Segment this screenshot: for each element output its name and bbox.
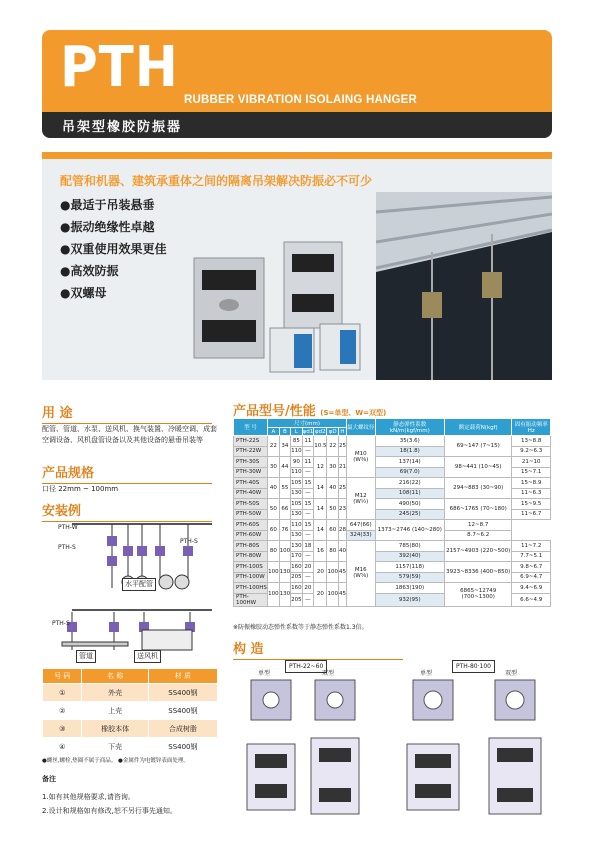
table-cell: ③ [43, 720, 82, 738]
table-cell: ④ [43, 738, 82, 756]
col-header: 型 号 [234, 419, 268, 436]
table-cell: 98~441 (10~45) [445, 457, 512, 478]
mat-header: 材 质 [148, 669, 217, 684]
table-cell: 15 [302, 499, 314, 510]
table-cell: 10.5 [314, 436, 327, 457]
table-cell: 205 [291, 572, 303, 583]
table-cell: 23 [338, 499, 346, 520]
table-row [234, 478, 551, 489]
feature-bullets [60, 194, 166, 304]
table-cell: 137(14) [375, 457, 444, 468]
table-cell: 785(80) [375, 541, 444, 552]
table-cell: 130 [291, 509, 303, 520]
product-photo [182, 230, 368, 380]
table-cell: — [302, 509, 314, 520]
spec-title-note: (S=单型、W=双型) [320, 409, 387, 417]
label-fan: 送风机 [134, 650, 161, 663]
table-cell: — [302, 467, 314, 478]
english-subtitle: RUBBER VIBRATION ISOLAING HANGER [184, 94, 417, 106]
label-pth-s: PTH-S [58, 544, 76, 551]
materials-body [43, 684, 218, 756]
mat-header: 名 称 [82, 669, 148, 684]
table-cell: 245(25) [375, 509, 444, 520]
spec-note: ※防振橡胶动态弹性系数等于静态弹性系数1.3倍。 [233, 624, 368, 631]
subtitle-bar [42, 112, 552, 138]
table-cell: PTH-50S [234, 499, 268, 510]
structure-label-large: PTH-80·100 [452, 660, 495, 673]
table-cell: 324(33) [346, 530, 375, 541]
label-pth-w: PTH-W [58, 524, 78, 531]
col-header: H [340, 428, 345, 435]
table-cell: 12 [314, 457, 327, 478]
table-cell: 40 [268, 478, 280, 499]
table-cell: 45 [338, 583, 346, 607]
spec-title: 产品型号/性能 [233, 404, 316, 419]
table-cell: 3923~8336 (400~850) [445, 562, 512, 583]
table-cell: — [302, 593, 314, 606]
table-cell: 170 [291, 551, 303, 562]
product-spec-text: 口径 22mm ~ 100mm [42, 485, 119, 493]
table-row [43, 702, 218, 720]
table-cell: 686~1765 (70~180) [445, 499, 512, 520]
table-cell: 66 [279, 499, 291, 520]
table-row [234, 562, 551, 573]
table-cell: 15~8.9 [512, 478, 551, 489]
table-cell: 15 [302, 478, 314, 489]
single-label: 单型 [258, 670, 271, 677]
bullet-item: ●双螺母 [60, 286, 107, 300]
table-cell: PTH-40W [234, 488, 268, 499]
table-cell: 100 [327, 583, 339, 607]
table-cell: 85 [291, 436, 303, 447]
table-row [234, 541, 551, 552]
table-cell: PTH-30S [234, 457, 268, 468]
table-cell: 外壳 [82, 684, 148, 702]
table-cell: 105 [291, 499, 303, 510]
col-header: φd1 [302, 428, 314, 435]
table-cell: PTH-80S [234, 541, 268, 552]
table-cell: — [302, 551, 314, 562]
table-cell: 11 [302, 436, 314, 447]
table-cell: 14 [314, 499, 327, 520]
table-cell: 579(59) [375, 572, 444, 583]
feature-headline: 配管和机器、建筑承重体之间的隔离吊架解决防振必不可少 [60, 174, 373, 188]
table-cell: PTH-100W [234, 572, 268, 583]
col-header: φd2 [315, 428, 326, 435]
table-cell: 490(50) [375, 499, 444, 510]
bullet-item: ●振动绝缘性卓越 [60, 220, 155, 234]
table-row [234, 436, 551, 447]
col-header: 最大螺纹径 [346, 419, 375, 436]
table-cell: SS400钢 [148, 738, 217, 756]
table-cell: 2157~4903 (220~500) [445, 541, 512, 562]
install-heading: 安装例 [42, 500, 212, 522]
label-pth-s-lower: PTH-S [52, 620, 70, 627]
table-cell: 9.2~6.3 [512, 446, 551, 457]
table-cell: 1157(118) [375, 562, 444, 573]
table-cell: 34 [279, 436, 291, 457]
table-cell: — [302, 488, 314, 499]
col-header: 额定载荷N(kgf) [445, 419, 512, 436]
table-cell: 130 [291, 530, 303, 541]
table-cell: 21 [338, 457, 346, 478]
label-pth-s-right: PTH-S [180, 538, 198, 545]
table-cell: 上壳 [82, 702, 148, 720]
table-cell: M12 (W½) [346, 478, 375, 520]
table-row [43, 738, 218, 756]
table-cell: 105 [291, 478, 303, 489]
remark-line: 1.如有其他规格要求,请咨询。 [42, 793, 135, 801]
table-row [234, 583, 551, 594]
table-cell: 40 [327, 478, 339, 499]
table-cell: — [302, 572, 314, 583]
table-cell: 160 [291, 583, 303, 594]
col-header: B [279, 428, 291, 436]
table-cell: 15~7.1 [512, 467, 551, 478]
table-cell: PTH-60S [234, 520, 268, 531]
table-cell: 60 [268, 520, 280, 541]
table-cell: PTH-50W [234, 509, 268, 520]
table-cell: 100 [279, 541, 291, 562]
table-cell: 合成树脂 [148, 720, 217, 738]
table-cell: 100 [327, 562, 339, 583]
table-cell: 12~8.7 [445, 520, 512, 531]
col-header: φD [328, 428, 337, 435]
table-cell: 160 [291, 562, 303, 573]
table-cell: 22 [268, 436, 280, 457]
table-cell: 15~9.5 [512, 499, 551, 510]
table-cell: PTH-60W [234, 530, 268, 541]
table-cell: 69(7.0) [375, 467, 444, 478]
table-cell: 14 [314, 478, 327, 499]
table-cell: M16 (W⅝) [346, 541, 375, 607]
structure-heading: 构 造 [233, 638, 403, 660]
table-cell: 130 [279, 562, 291, 583]
table-cell: ① [43, 684, 82, 702]
table-cell: 11~7.2 [512, 541, 551, 552]
table-cell: 647(66) [346, 520, 375, 531]
table-cell: 22 [327, 436, 339, 457]
table-cell: 76 [279, 520, 291, 541]
table-cell: 110 [291, 467, 303, 478]
table-cell: 110 [291, 520, 303, 531]
label-horizontal-pipe: 水平配管 [122, 578, 156, 591]
table-cell: 下壳 [82, 738, 148, 756]
table-row [234, 457, 551, 468]
table-cell: 21~10 [512, 457, 551, 468]
table-cell: 14 [314, 520, 327, 541]
table-cell: 25 [338, 478, 346, 499]
installation-photo [376, 192, 552, 380]
col-header: 固有振动频率Hz [512, 419, 551, 436]
table-cell: 7.7~5.1 [512, 551, 551, 562]
bullet-item: ●高效防振 [60, 264, 119, 278]
usage-heading: 用 途 [42, 402, 212, 424]
table-cell: 13~8.8 [512, 436, 551, 447]
table-cell: 45 [338, 562, 346, 583]
table-cell: M10 (W⅜) [346, 436, 375, 478]
table-cell: 50 [268, 499, 280, 520]
table-cell: PTH-22S [234, 436, 268, 447]
table-cell: 18 [302, 541, 314, 552]
table-cell: 20 [314, 562, 327, 583]
table-cell: 6865~12749 (700~1300) [445, 583, 512, 607]
table-cell: 8.7~6.2 [445, 530, 512, 541]
table-cell: 6.9~4.7 [512, 572, 551, 583]
table-cell: 15 [302, 520, 314, 531]
table-cell: 11 [302, 457, 314, 468]
table-cell: 80 [268, 541, 280, 562]
table-cell: 130 [291, 541, 303, 552]
table-row [43, 720, 218, 738]
table-cell: 9.8~6.7 [512, 562, 551, 573]
table-cell: 9.4~6.9 [512, 583, 551, 594]
table-cell: PTH-40S [234, 478, 268, 489]
table-cell: 392(40) [375, 551, 444, 562]
table-cell: PTH-100HS [234, 583, 268, 594]
table-cell: 205 [291, 593, 303, 606]
product-title: PTH [60, 35, 179, 100]
table-cell: 11~6.3 [512, 488, 551, 499]
table-cell: 20 [302, 562, 314, 573]
table-cell: 20 [302, 583, 314, 594]
table-row [234, 499, 551, 510]
table-cell: SS400钢 [148, 684, 217, 702]
table-row [234, 520, 551, 531]
table-cell: 90 [291, 457, 303, 468]
structure-drawing [233, 658, 551, 818]
table-cell: ② [43, 702, 82, 720]
table-cell: PTH-100S [234, 562, 268, 573]
bullet-item: ●最适于吊装悬垂 [60, 198, 155, 212]
table-cell: 69~147 (7~15) [445, 436, 512, 457]
materials-note: ●螺丝,螺栓,垫圈不属于商品。 ●金属件为电镀锌表面处理。 [42, 758, 189, 764]
remarks-title: 备注 [42, 775, 56, 783]
double-label: 双型 [505, 670, 518, 677]
table-cell: 28 [338, 520, 346, 541]
table-cell: SS400钢 [148, 702, 217, 720]
table-cell: 35(3.6) [375, 436, 444, 447]
double-label: 双型 [322, 670, 335, 677]
table-row [43, 684, 218, 702]
spec-table-body [234, 436, 551, 607]
product-spec-heading: 产品规格 [42, 462, 212, 484]
dim-header: 尺寸(mm) [268, 419, 347, 428]
chinese-subtitle: 吊架型橡胶防振器 [62, 120, 183, 135]
table-cell: 110 [291, 446, 303, 457]
col-header: L [291, 428, 303, 436]
feature-accent-bar [42, 152, 552, 159]
table-cell: 108(11) [375, 488, 444, 499]
structure-label-small: PTH-22~60 [285, 660, 327, 673]
table-cell: 130 [291, 488, 303, 499]
materials-table [42, 668, 218, 756]
label-pipe: 管道 [76, 650, 96, 663]
table-cell: 44 [279, 457, 291, 478]
table-cell: 30 [327, 457, 339, 478]
table-cell: 60 [327, 520, 339, 541]
bullet-item: ●双重使用效果更佳 [60, 242, 167, 256]
table-cell: PTH-80W [234, 551, 268, 562]
table-cell: 50 [327, 499, 339, 520]
feature-panel [42, 152, 552, 380]
table-cell: 1863(190) [375, 583, 444, 594]
table-cell: 130 [279, 583, 291, 607]
table-cell: PTH-30W [234, 467, 268, 478]
table-cell: — [302, 446, 314, 457]
table-cell: 25 [338, 436, 346, 457]
mat-header: 号 码 [43, 669, 82, 684]
table-cell: 40 [338, 541, 346, 562]
remark-line: 2.设计和规格如有修改,恕不另行事先通知。 [42, 807, 177, 815]
table-cell: 100 [268, 562, 280, 583]
table-cell: 100 [268, 583, 280, 607]
table-cell: 55 [279, 478, 291, 499]
table-cell: 6.6~4.9 [512, 593, 551, 606]
table-cell: 16 [314, 541, 327, 562]
table-cell: 1373~2746 (140~280) [375, 520, 444, 541]
table-cell: PTH-22W [234, 446, 268, 457]
header-banner [42, 30, 552, 112]
usage-text: 配管、管道、水泵、送风机、换气装置、冷暖空调、成套空调设备、风机盘管设备以及其他设备的悬垂吊装等 [42, 425, 217, 444]
spec-table [233, 418, 551, 607]
table-cell: 18(1.8) [375, 446, 444, 457]
table-cell: 216(22) [375, 478, 444, 489]
table-cell: 30 [268, 457, 280, 478]
table-cell: 橡胶本体 [82, 720, 148, 738]
table-cell: 932(95) [375, 593, 444, 606]
single-label: 单型 [420, 670, 433, 677]
table-cell: PTH-100HW [234, 593, 268, 606]
table-cell: 11~6.7 [512, 509, 551, 520]
table-cell: 294~883 (30~90) [445, 478, 512, 499]
col-header: A [268, 428, 280, 436]
table-cell: 80 [327, 541, 339, 562]
table-cell: 20 [314, 583, 327, 607]
col-header: 静态弹性系数kN/m(kgf/mm) [375, 419, 444, 436]
table-cell: — [302, 530, 314, 541]
